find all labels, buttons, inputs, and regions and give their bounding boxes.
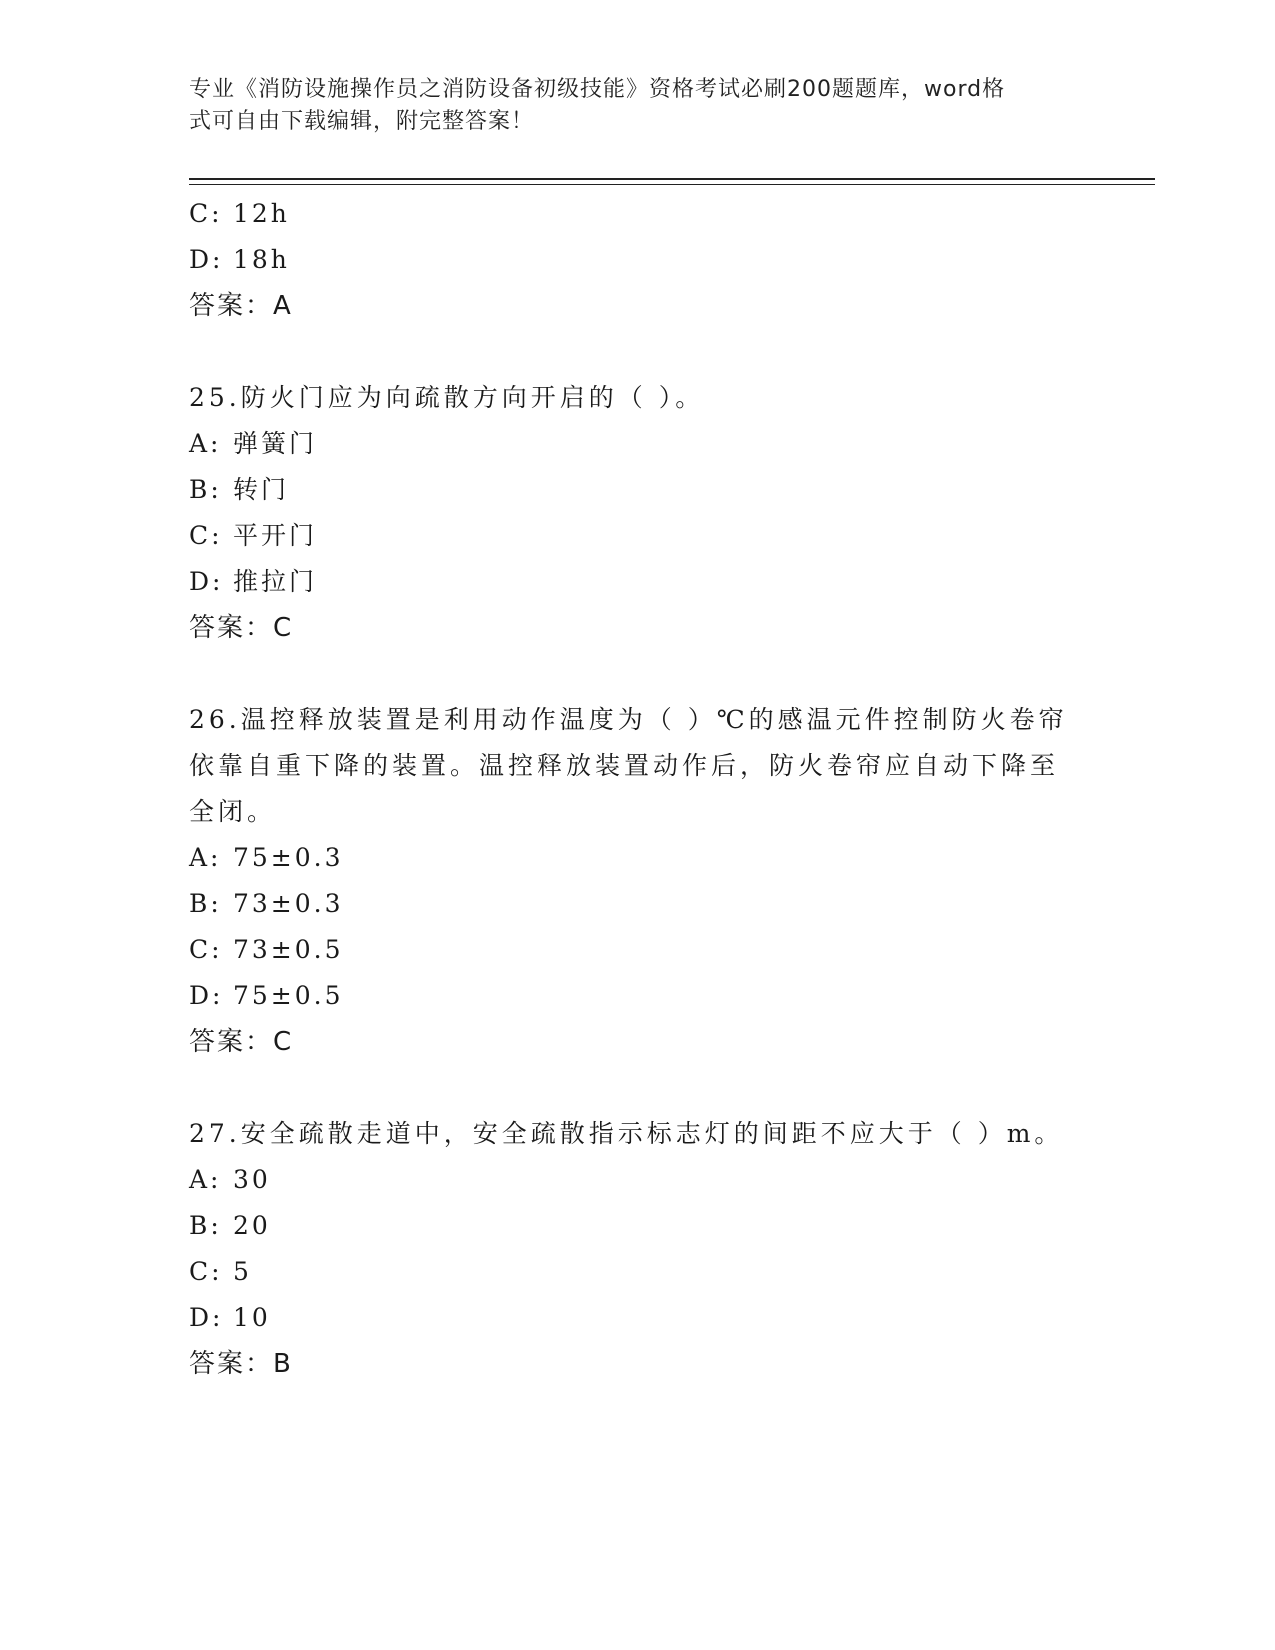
option-d [189, 559, 1089, 605]
option-label: A: [189, 1165, 222, 1194]
answer-line: 答案：C [189, 1027, 294, 1057]
option-text: 10 [233, 1303, 271, 1332]
option-b [189, 1203, 1089, 1249]
option-c [189, 513, 1089, 559]
option-c [189, 191, 1089, 237]
question-26 [189, 697, 1089, 1065]
option-text: 推拉门 [233, 567, 318, 596]
option-label: D: [189, 567, 224, 596]
option-b [189, 881, 1089, 927]
option-label: C: [189, 1257, 223, 1286]
option-text: 30 [233, 1165, 271, 1194]
option-label: D: [189, 245, 224, 274]
document-header [189, 74, 1069, 138]
option-label: C: [189, 935, 223, 964]
option-text: 12h [233, 199, 290, 228]
option-text: 73±0.5 [233, 935, 344, 964]
option-text: 20 [233, 1211, 271, 1240]
question-content [189, 191, 1089, 1387]
option-text: 18h [233, 245, 290, 274]
option-label: A: [189, 429, 222, 458]
option-text: 5 [233, 1257, 252, 1286]
header-divider-thin [189, 184, 1155, 185]
option-label: D: [189, 981, 224, 1010]
header-divider-thick [189, 178, 1155, 180]
question-stem: 26.温控释放装置是利用动作温度为（ ）℃的感温元件控制防火卷帘依靠自重下降的装置。温控释放装置动作后，防火卷帘应自动下降至全闭。 [189, 705, 1068, 826]
option-d [189, 237, 1089, 283]
option-a [189, 835, 1089, 881]
option-c [189, 1249, 1089, 1295]
option-a [189, 421, 1089, 467]
question-stem: 27.安全疏散走道中，安全疏散指示标志灯的间距不应大于（ ）m。 [189, 1119, 1064, 1148]
option-d [189, 1295, 1089, 1341]
answer-line: 答案：B [189, 1349, 293, 1379]
question-27 [189, 1111, 1089, 1387]
option-label: D: [189, 1303, 224, 1332]
prev-question [189, 191, 1089, 329]
spacer [189, 1065, 1089, 1111]
option-label: C: [189, 521, 223, 550]
option-label: B: [189, 889, 222, 918]
option-text: 转门 [233, 475, 290, 504]
header-line-2: 式可自由下载编辑，附完整答案！ [189, 109, 535, 134]
option-d [189, 973, 1089, 1019]
option-text: 75±0.5 [233, 981, 344, 1010]
question-25 [189, 375, 1089, 651]
option-label: B: [189, 475, 222, 504]
option-text: 73±0.3 [233, 889, 344, 918]
header-line-1: 专业《消防设施操作员之消防设备初级技能》资格考试必刷200题题库，word格 [189, 77, 1006, 102]
option-c [189, 927, 1089, 973]
spacer [189, 651, 1089, 697]
option-a [189, 1157, 1089, 1203]
option-text: 弹簧门 [233, 429, 318, 458]
option-label: B: [189, 1211, 222, 1240]
option-text: 平开门 [233, 521, 318, 550]
question-stem: 25.防火门应为向疏散方向开启的（ ）。 [189, 383, 705, 412]
answer-line: 答案：C [189, 613, 294, 643]
option-label: C: [189, 199, 223, 228]
option-label: A: [189, 843, 222, 872]
spacer [189, 329, 1089, 375]
option-b [189, 467, 1089, 513]
option-text: 75±0.3 [233, 843, 344, 872]
answer-line: 答案：A [189, 291, 293, 321]
